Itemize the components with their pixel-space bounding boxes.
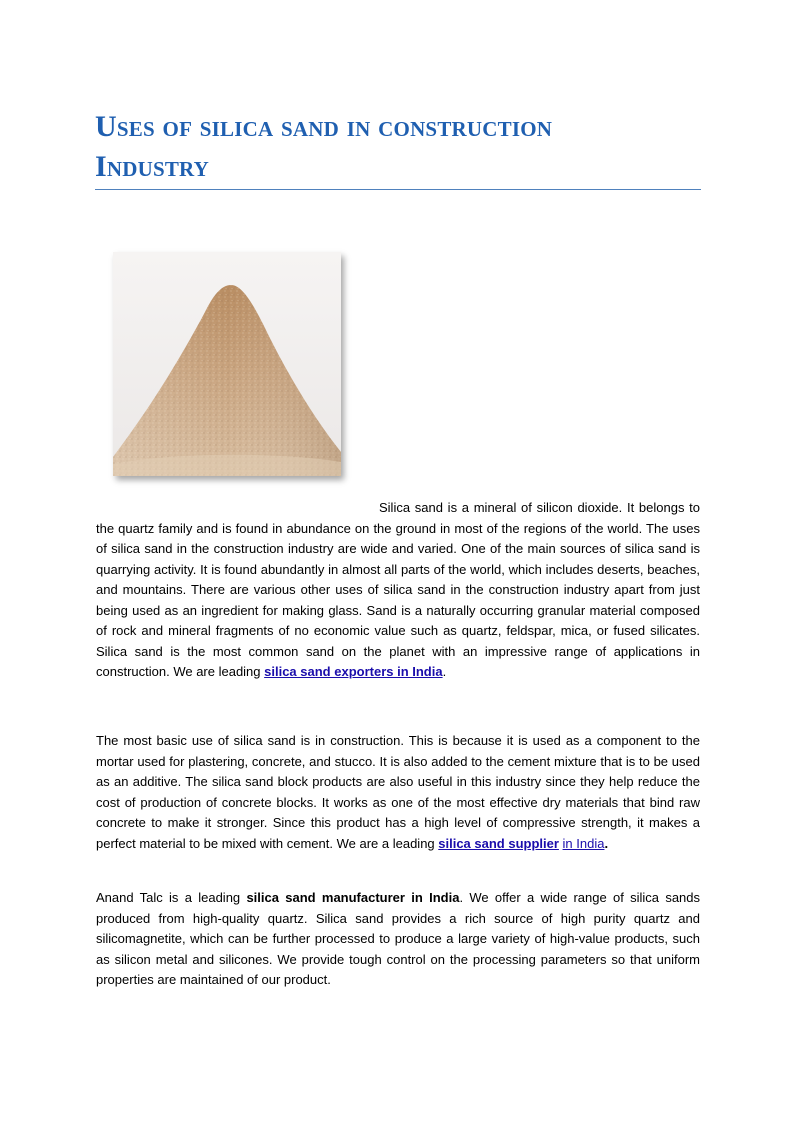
in-india-link[interactable]: in India xyxy=(562,835,605,851)
silica-sand-photo xyxy=(113,252,341,476)
manufacturer-highlight: silica sand manufacturer in India xyxy=(246,890,460,905)
page-title xyxy=(95,107,701,187)
paragraph-construction-text: The most basic use of silica sand is in construction. This is because it is used as a component to the mortar used for plastering, concrete, and stucco. It is also added to the cement mixture that is to be used as an additive. The silica sand block products are also useful in this industry since they help reduce the cost of production of concrete blocks. It works as one of the most effective dry materials that bind raw concrete to make it stronger. Since this product has a high level of compressive strength, it makes a perfect material to be mixed with cement. We are a leading xyxy=(96,733,700,851)
paragraph-intro-text: Silica sand is a mineral of silicon dioxide. It belongs to the quartz family and is found in abundance on the ground in most of the regions of the world. The uses of silica sand in the construction industry are wide and varied. One of the main sources of silica sand is quarrying activity. It is found abundantly in almost all parts of the world, which includes deserts, beaches, and mountains. There are various other uses of silica sand in the construction industry apart from just being used as an ingredient for making glass. Sand is a naturally occurring granular material composed of rock and mineral fragments of no economic value such as quartz, feldspar, mica, or fused silicates. Silica sand is the most common sand on the planet with an impressive range of applications in construction. We are leading xyxy=(96,500,700,679)
paragraph-construction-use: The most basic use of silica sand is in construction. This is because it is used as a component to the mortar used for plastering, concrete, and stucco. It is also added to the cement mixture that is to be used as an additive. The silica sand block products are also useful in this industry since they help reduce the cost of production of concrete blocks. It works as one of the most effective dry materials that bind raw concrete to make it stronger. Since this product has a high level of compressive strength, it makes a perfect material to be mixed with cement. We are a leading silica sand supplier in India. xyxy=(96,733,700,851)
title-line-1: Uses of silica sand in construction xyxy=(95,110,553,143)
silica-sand-exporters-link[interactable]: silica sand exporters in India xyxy=(264,664,443,679)
silica-sand-supplier-link[interactable]: silica sand supplier xyxy=(438,835,559,851)
paragraph-manufacturer: Anand Talc is a leading silica sand manufacturer in India. We offer a wide range of silica sands produced from high-quality quartz. Silica sand provides a rich source of high purity quartz and silicomagnetite, which can be further processed to produce a large variety of high-value products, such as silicon metal and silicones. We provide tough control on the processing parameters so that uniform properties are maintained of our product. xyxy=(96,890,701,987)
title-line-2: Industry xyxy=(95,150,210,183)
paragraph-intro: Silica sand is a mineral of silicon dioxide. It belongs to the quartz family and is found in abundance on the ground in most of the regions of the world. The uses of silica sand in the construction industry are wide and varied. One of the main sources of silica sand is quarrying activity. It is found abundantly in almost all parts of the world, which includes deserts, beaches, and mountains. There are various other uses of silica sand in the construction industry apart from just being used as an ingredient for making glass. Sand is a naturally occurring granular material composed of rock and mineral fragments of no economic value such as quartz, feldspar, mica, or fused silicates. Silica sand is the most common sand on the planet with an impressive range of applications in construction. We are leading silica sand exporters in India. xyxy=(96,500,700,679)
paragraph-manufacturer-text: . We offer a wide range of silica sands produced from high-quality quartz. Silica sand provides a rich source of high purity quartz and silicomagnetite, which can be further processed to produce a large variety of high-value products, such as silicon metal and silicones. We provide tough control on the processing parameters so that uniform properties are maintained of our product. xyxy=(96,890,701,987)
title-block xyxy=(95,107,701,190)
